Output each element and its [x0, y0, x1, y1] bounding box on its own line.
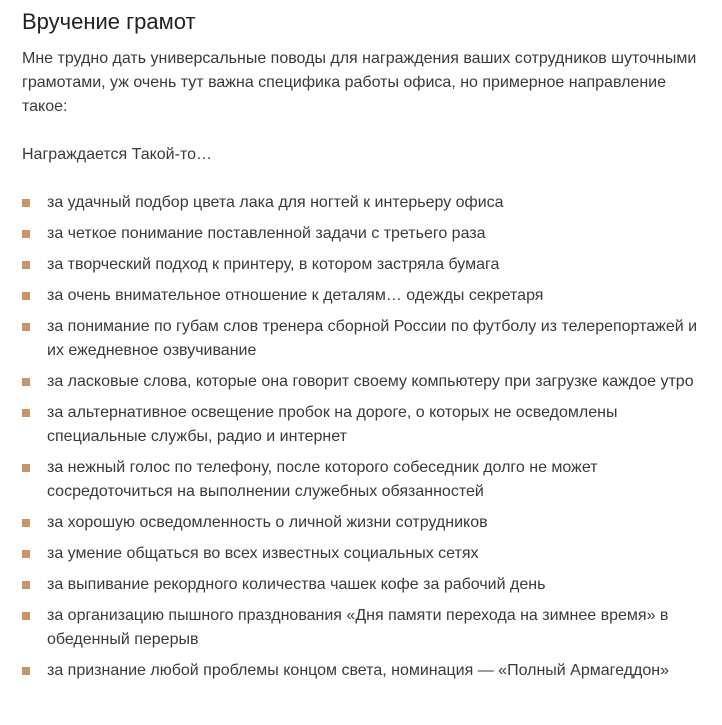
square-bullet-icon — [22, 378, 30, 386]
square-bullet-icon — [22, 199, 30, 207]
list-item — [22, 315, 700, 363]
intro-paragraph: Мне трудно дать универсальные поводы для награждения ваших сотрудников шуточными грамотами, уж очень тут важна специфика работы офиса, но примерное направление такое: — [22, 50, 697, 115]
list-item — [22, 604, 700, 652]
list-item — [22, 401, 700, 449]
square-bullet-icon — [22, 667, 30, 675]
lead-paragraph: Награждается Такой-то… — [22, 146, 212, 163]
award-list — [22, 191, 700, 683]
square-bullet-icon — [22, 261, 30, 269]
square-bullet-icon — [22, 581, 30, 589]
square-bullet-icon — [22, 323, 30, 331]
list-item — [22, 222, 700, 246]
list-item-text: за признание любой проблемы концом света, номинация — «Полный Армагеддон» — [47, 662, 669, 679]
square-bullet-icon — [22, 550, 30, 558]
list-item-text: за удачный подбор цвета лака для ногтей к интерьеру офиса — [47, 194, 504, 211]
square-bullet-icon — [22, 230, 30, 238]
list-item-text: за творческий подход к принтеру, в котором застряла бумага — [47, 256, 500, 273]
list-item-text: за альтернативное освещение пробок на дороге, о которых не осведомлены специальные службы, радио и интернет — [47, 404, 618, 445]
list-item-text: за хорошую осведомленность о личной жизни сотрудников — [47, 514, 488, 531]
list-item-text: за очень внимательное отношение к деталям… одежды секретаря — [47, 287, 544, 304]
square-bullet-icon — [22, 612, 30, 620]
square-bullet-icon — [22, 464, 30, 472]
list-item — [22, 370, 700, 394]
list-item — [22, 456, 700, 504]
square-bullet-icon — [22, 519, 30, 527]
list-item — [22, 511, 700, 535]
list-item — [22, 284, 700, 308]
list-item-text: за умение общаться во всех известных социальных сетях — [47, 545, 479, 562]
list-item — [22, 253, 700, 277]
list-item-text: за нежный голос по телефону, после которого собеседник долго не может сосредоточиться на выполнении служебных обязанностей — [47, 459, 598, 500]
list-item — [22, 542, 700, 566]
list-item-text: за ласковые слова, которые она говорит своему компьютеру при загрузке каждое утро — [47, 373, 694, 390]
square-bullet-icon — [22, 409, 30, 417]
list-item — [22, 573, 700, 597]
list-item-text: за четкое понимание поставленной задачи с третьего раза — [47, 225, 486, 242]
list-item-text: за выпивание рекордного количества чашек кофе за рабочий день — [47, 576, 546, 593]
list-item-text: за понимание по губам слов тренера сборной России по футболу из телерепортажей и их ежедневное озвучивание — [47, 318, 698, 359]
list-item-text: за организацию пышного празднования «Дня памяти перехода на зимнее время» в обеденный перерыв — [47, 607, 669, 648]
square-bullet-icon — [22, 292, 30, 300]
list-item — [22, 191, 700, 215]
article-title: Вручение грамот — [22, 9, 196, 34]
list-item — [22, 659, 700, 683]
